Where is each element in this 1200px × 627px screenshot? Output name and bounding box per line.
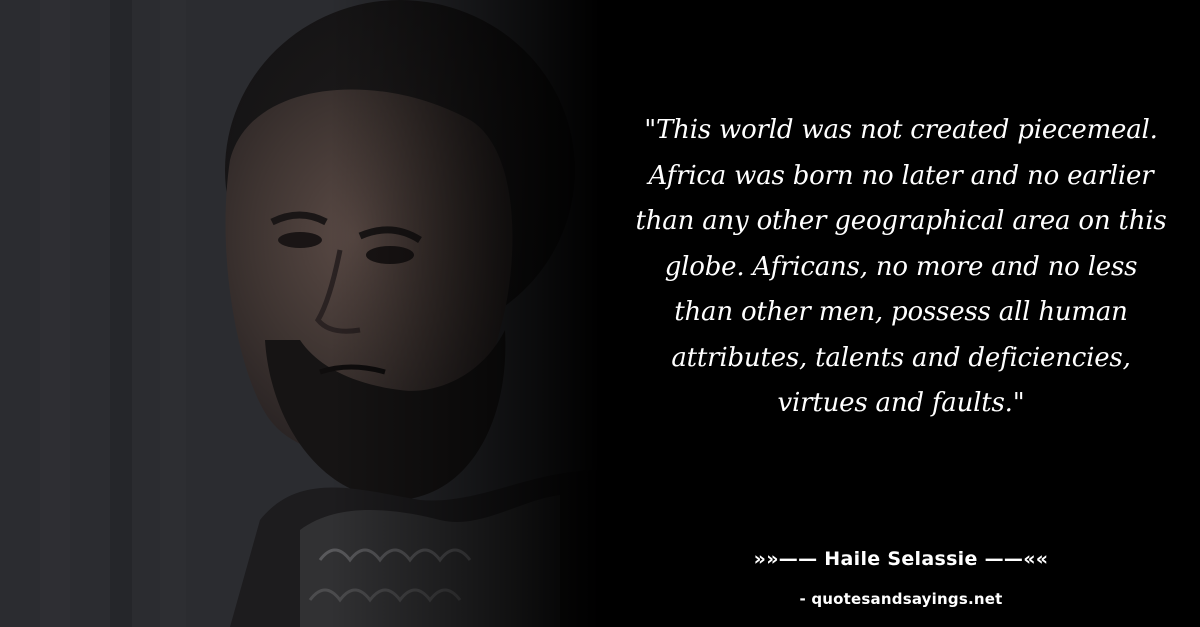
quote-line: globe. Africans, no more and no less <box>664 251 1138 282</box>
quote-line: than any other geographical area on this <box>635 206 1167 236</box>
quote-text <box>620 108 1182 427</box>
quote-line: "This world was not created piecemeal. <box>644 115 1158 145</box>
quote-line: virtues and faults." <box>777 388 1025 418</box>
quote-line: than other men, possess all human <box>674 297 1128 327</box>
quote-line: Africa was born no later and no earlier <box>648 160 1154 191</box>
site-credit: - quotesandsayings.net <box>799 590 1003 608</box>
quote-line: attributes, talents and deficiencies, <box>671 342 1131 373</box>
quote-author: »»—— Haile Selassie ——«« <box>753 548 1049 570</box>
